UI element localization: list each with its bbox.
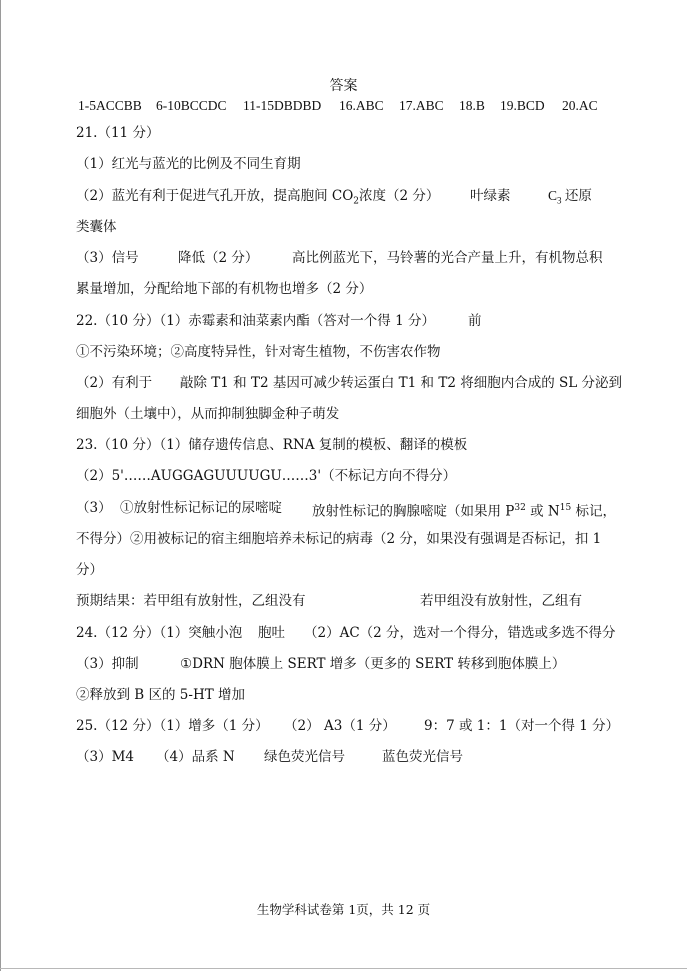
n15-superscript: 15 — [559, 503, 572, 513]
answer-6-10: 6-10BCCDC — [156, 98, 227, 113]
answer-20: 20.AC — [562, 98, 598, 113]
page-left-edge — [0, 0, 1, 971]
q22-part2-explanation: 敲除 T1 和 T2 基因可减少转运蛋白 T1 和 T2 将细胞内合成的 SL 分泌到 — [180, 375, 622, 391]
q23-part3-line3: 分） — [76, 562, 103, 578]
answer-17: 17.ABC — [399, 98, 444, 113]
q21-part2-score: 浓度（2 分） — [359, 188, 440, 204]
q21-part3-signal: （3）信号 — [76, 250, 139, 266]
q22-advantages: ①不污染环境；②高度特异性，针对寄生植物，不伤害农作物 — [76, 344, 441, 360]
q24-part1-exocytosis: 胞吐 — [258, 625, 285, 641]
q24-part3-release: ②释放到 B 区的 5-HT 增加 — [76, 687, 246, 703]
q23-part3-thymine — [312, 499, 616, 521]
q21-part3-explanation: 高比例蓝光下，马铃薯的光合产量上升，有机物总积 — [292, 250, 603, 266]
q21-part3-decrease: 降低（2 分） — [178, 250, 259, 266]
answer-18: 18.B — [459, 98, 485, 113]
q25-part3-m4: （3）M4 — [76, 749, 135, 765]
q23-part3-line2: 不得分）②用被标记的宿主细胞培养未标记的病毒（2 分，如果没有强调是否标记，扣 1 — [76, 531, 602, 547]
q23-result-b: 若甲组没有放射性，乙组有 — [420, 593, 582, 609]
c3-letter: C — [548, 188, 558, 203]
q23-part3-label: （3） — [76, 500, 112, 516]
q21-part2-chlorophyll: 叶绿素 — [470, 188, 511, 204]
page-bottom-edge — [0, 968, 687, 969]
q23-heading: 23.（10 分）（1）储存遗传信息、RNA 复制的模板、翻译的模板 — [76, 437, 468, 453]
q21-part3-continued: 累量增加，分配给地下部的有机物也增多（2 分） — [76, 281, 373, 297]
q22-part1: 22.（10 分）（1）赤霉素和油菜素内酯（答对一个得 1 分） — [76, 313, 435, 329]
q21-part2-c3 — [548, 187, 592, 210]
answer-19: 19.BCD — [500, 98, 545, 113]
q25-part2-ratio: 9：7 或 1：1（对一个得 1 分） — [424, 718, 620, 734]
q21-part1: （1）红光与蓝光的比例及不同生育期 — [76, 156, 301, 172]
q22-part2-beneficial: （2）有利于 — [76, 375, 153, 391]
q23-label-suffix: 标记， — [571, 503, 616, 520]
q23-result-a: 预期结果：若甲组有放射性，乙组没有 — [76, 593, 306, 609]
answer-11-15: 11-15DBDBD — [243, 98, 322, 113]
q23-thymine-text: 放射性标记的胸腺嘧啶（如果用 P — [312, 503, 515, 520]
q21-part2-main: （2）蓝光有利于促进气孔开放，提高胞间 CO — [76, 188, 354, 204]
q21-heading: 21.（11 分） — [76, 125, 160, 141]
q25-part4-strain: （4）品系 N — [156, 749, 235, 765]
co2-subscript: 2 — [353, 196, 360, 207]
page-footer: 生物学科试卷第 1页，共 12 页 — [256, 902, 431, 917]
q23-or-n: 或 N — [525, 503, 560, 520]
q22-part1-front: 前 — [468, 313, 482, 329]
q21-part2-thylakoid: 类囊体 — [76, 219, 117, 235]
q24-part3-inhibit: （3）抑制 — [76, 656, 139, 672]
answer-16: 16.ABC — [339, 98, 384, 113]
c3-reduction: 还原 — [561, 188, 592, 203]
q21-part2-text — [76, 187, 439, 211]
q24-part1: 24.（12 分）（1）突触小泡 — [76, 625, 243, 641]
c3-subscript: 3 — [557, 195, 562, 206]
q25-green-signal: 绿色荧光信号 — [264, 749, 345, 765]
q25-part1: 25.（12 分）（1）增多（1 分） — [76, 718, 269, 734]
page-title: 答案 — [329, 78, 358, 94]
q25-part2-label: （2） — [284, 718, 320, 734]
q24-part2: （2）AC（2 分，选对一个得分，错选或多选不得分 — [304, 625, 616, 641]
q25-part2-a3: A3（1 分） — [324, 718, 396, 734]
q22-part2-continued: 细胞外（土壤中），从而抑制独脚金种子萌发 — [76, 406, 340, 422]
q25-blue-signal: 蓝色荧光信号 — [382, 749, 463, 765]
answer-1-5: 1-5ACCBB — [78, 98, 142, 113]
q23-part3-uracil: ①放射性标记标记的尿嘧啶 — [120, 500, 282, 516]
q24-part3-sert: ①DRN 胞体膜上 SERT 增多（更多的 SERT 转移到胞体膜上） — [180, 656, 566, 672]
q23-part2: （2）5'……AUGGAGUUUUGU……3'（不标记方向不得分） — [76, 468, 457, 484]
p32-superscript: 32 — [514, 503, 526, 513]
